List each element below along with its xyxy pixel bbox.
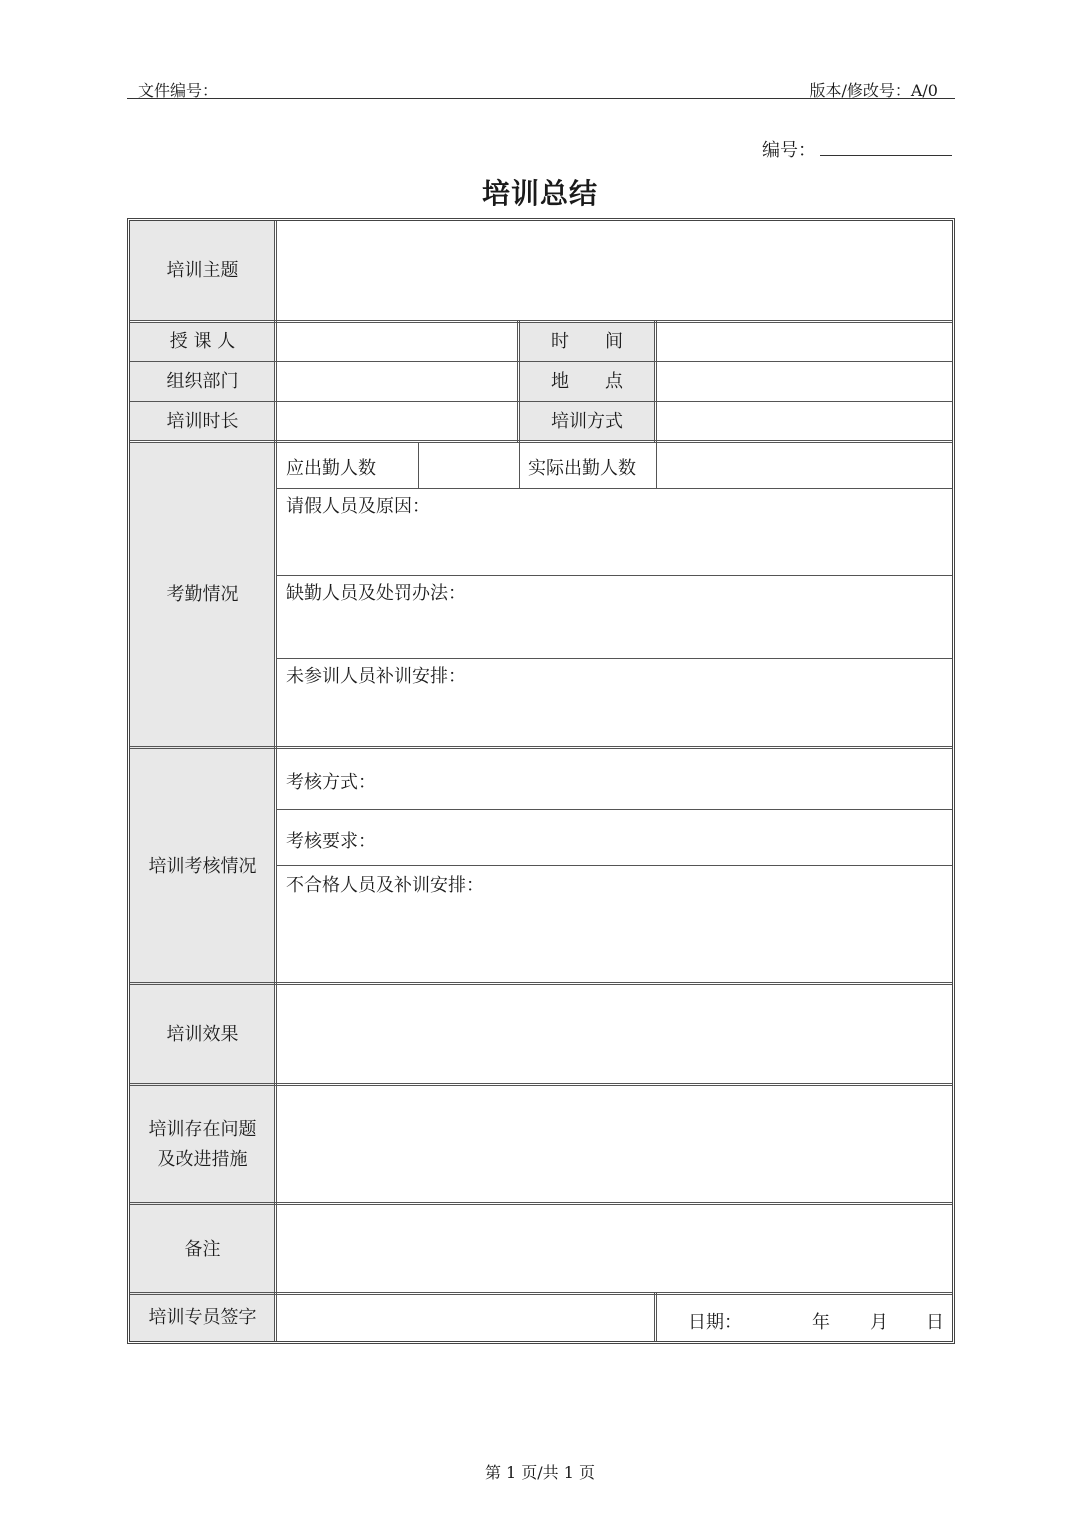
page-title: 培训总结 [481, 177, 598, 210]
date-day-label: 日 [926, 1312, 944, 1333]
place-field[interactable] [657, 362, 952, 401]
row-divider [130, 1083, 952, 1086]
label-problems-improvements [130, 1086, 275, 1204]
column-divider [517, 320, 520, 442]
serial-number-field[interactable] [820, 155, 952, 156]
expected-attendance-label: 应出勤人数 [286, 458, 376, 479]
expected-attendance-field[interactable] [419, 442, 517, 488]
row-divider [276, 809, 952, 810]
row-divider [130, 1292, 952, 1295]
lecturer-field[interactable] [277, 322, 517, 361]
row-divider [130, 440, 952, 443]
label-text: 考勤情况 [166, 584, 239, 605]
label-remarks [130, 1205, 275, 1294]
column-divider [654, 320, 657, 442]
page-number: 第 1 页/共 1 页 [484, 1463, 596, 1482]
time-field[interactable] [657, 322, 952, 361]
actual-attendance-label: 实际出勤人数 [528, 458, 636, 479]
training-topic-field[interactable] [277, 221, 952, 321]
actual-attendance-field[interactable] [657, 442, 952, 488]
label-place [519, 362, 655, 401]
failed-makeup-label: 不合格人员及补训安排： [286, 875, 484, 896]
training-method-field[interactable] [657, 402, 952, 441]
row-divider [276, 658, 952, 659]
assessment-method-label: 考核方式： [286, 772, 376, 793]
label-lecturer [130, 322, 275, 361]
label-duration [130, 402, 275, 441]
date-year-label: 年 [812, 1312, 830, 1333]
label-text: 培训主题 [166, 260, 239, 281]
label-department [130, 362, 275, 401]
label-text-line-2: 及改进措施 [157, 1149, 248, 1170]
row-divider [130, 361, 952, 362]
label-text: 时 间 [551, 330, 623, 352]
label-text: 组织部门 [166, 370, 239, 392]
label-text-line-1: 培训存在问题 [148, 1119, 257, 1140]
row-divider [276, 488, 952, 489]
column-divider [418, 442, 419, 488]
label-text: 培训效果 [166, 1024, 239, 1045]
makeup-arrangement-label: 未参训人员补训安排： [286, 666, 466, 687]
label-training-topic [130, 221, 275, 321]
leave-reason-label: 请假人员及原因： [286, 496, 430, 517]
label-training-method [519, 402, 655, 441]
column-divider [654, 1292, 657, 1341]
label-training-effect [130, 985, 275, 1085]
label-text: 培训专员签字 [148, 1307, 257, 1328]
date-month-label: 月 [870, 1312, 888, 1333]
date-label: 日期： [688, 1312, 742, 1333]
department-field[interactable] [277, 362, 517, 401]
column-divider [274, 221, 277, 1341]
training-effect-field[interactable] [277, 985, 952, 1085]
training-summary-form [127, 218, 955, 1344]
version-label: 版本/修改号：A/0 [809, 81, 938, 100]
column-divider [519, 442, 520, 488]
row-divider [130, 1202, 952, 1205]
signature-field[interactable] [277, 1295, 655, 1341]
label-text: 地 点 [551, 370, 623, 392]
label-text: 培训方式 [551, 410, 623, 432]
header-divider [127, 98, 955, 99]
label-signature [130, 1295, 275, 1341]
column-divider [656, 442, 657, 488]
document-number-label: 文件编号： [138, 81, 219, 100]
row-divider [130, 982, 952, 985]
remarks-field[interactable] [277, 1205, 952, 1294]
row-divider [130, 320, 952, 323]
duration-field[interactable] [277, 402, 517, 441]
assessment-requirement-label: 考核要求： [286, 831, 376, 852]
label-text: 培训时长 [166, 410, 239, 432]
label-text: 备注 [184, 1238, 221, 1260]
label-assessment [130, 749, 275, 984]
absence-penalty-label: 缺勤人员及处罚办法： [286, 583, 466, 604]
row-divider [276, 575, 952, 576]
serial-number-label: 编号： [762, 140, 816, 161]
label-text: 培训考核情况 [148, 855, 257, 877]
row-divider [276, 865, 952, 866]
label-attendance [130, 442, 275, 748]
problems-improvements-field[interactable] [277, 1086, 952, 1204]
label-time [519, 322, 655, 361]
row-divider [130, 746, 952, 749]
row-divider [130, 401, 952, 402]
label-text: 授 课 人 [169, 330, 236, 352]
